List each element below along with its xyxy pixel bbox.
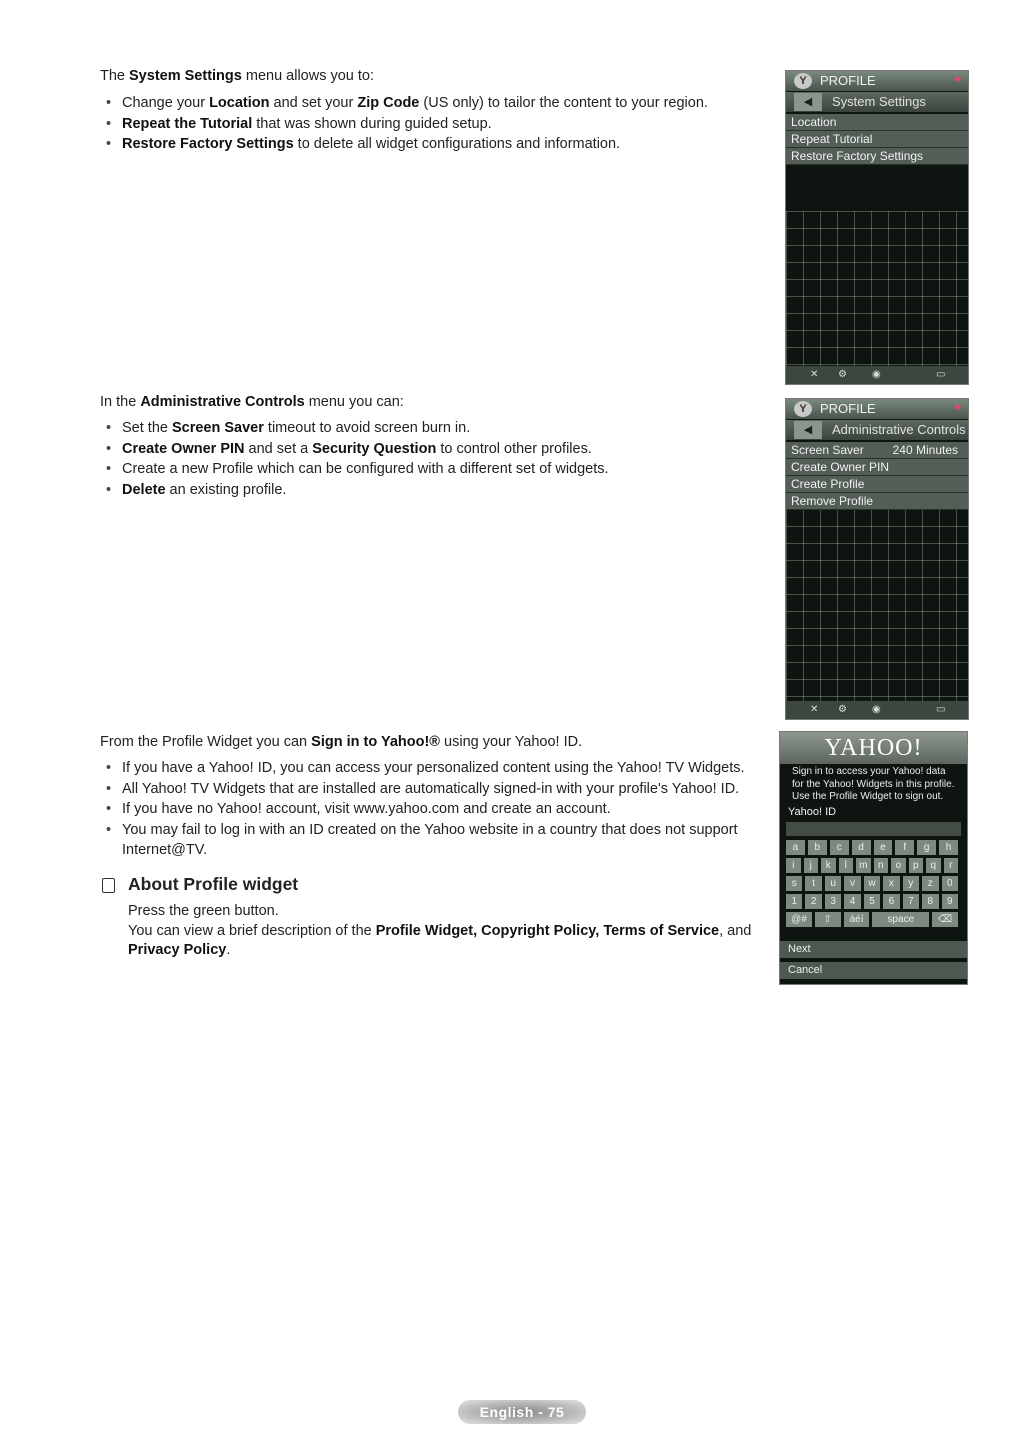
list-item: • Restore Factory Settings to delete all widget configurations and information. [100, 134, 708, 155]
page-number-badge: English - 75 [458, 1400, 586, 1424]
keyboard-row [786, 840, 961, 855]
symbols-key[interactable]: @# [786, 912, 812, 927]
list-item: • Create Owner PIN and set a Security Question to control other profiles. [100, 439, 609, 460]
yahoo-id-label: Yahoo! ID [788, 806, 837, 818]
key[interactable]: r [944, 858, 959, 873]
menu-item-screen-saver[interactable]: Screen Saver 240 Minutes [786, 442, 968, 459]
yahoo-logo-icon: Y [794, 73, 812, 89]
key[interactable]: i [786, 858, 801, 873]
menu-item-remove-profile[interactable]: Remove Profile [786, 493, 968, 510]
key[interactable]: 3 [825, 894, 841, 909]
panel-footer [786, 366, 968, 384]
list-item: • If you have no Yahoo! account, visit www.yahoo.com and create an account. [100, 799, 750, 820]
keyboard-row [786, 858, 961, 873]
panel-footer [786, 701, 968, 719]
key[interactable]: t [805, 876, 821, 891]
key[interactable]: n [874, 858, 889, 873]
key[interactable]: x [883, 876, 899, 891]
key[interactable]: 9 [942, 894, 958, 909]
system-settings-screenshot [785, 70, 969, 385]
key[interactable]: p [909, 858, 924, 873]
key[interactable]: s [786, 876, 802, 891]
keyboard-row [786, 912, 961, 927]
panel-submenu-title: Administrative Controls [786, 420, 968, 440]
about-line-1: Press the green button. [128, 903, 279, 919]
list-item: • You may fail to log in with an ID created on the Yahoo website in a country that does not support Internet@TV. [100, 820, 750, 861]
key[interactable]: 8 [922, 894, 938, 909]
yahoo-id-input[interactable] [786, 822, 961, 836]
yahoo-banner: YAHOO! [780, 732, 967, 764]
key[interactable]: 1 [786, 894, 802, 909]
accents-key[interactable]: áéí [844, 912, 870, 927]
back-arrow-icon[interactable]: ◀ [794, 93, 822, 111]
menu-item-create-owner-pin[interactable]: Create Owner PIN [786, 459, 968, 476]
key[interactable]: 7 [903, 894, 919, 909]
key[interactable]: v [844, 876, 860, 891]
list-item: • All Yahoo! TV Widgets that are installed are automatically signed-in with your profile's Yahoo! ID. [100, 779, 750, 800]
key[interactable]: z [922, 876, 938, 891]
key[interactable]: l [839, 858, 854, 873]
widget-icon: ◉ [872, 369, 881, 380]
key[interactable]: a [786, 840, 805, 855]
key[interactable]: b [808, 840, 827, 855]
screen-saver-value: 240 Minutes [892, 443, 958, 457]
cancel-button[interactable]: Cancel [780, 962, 967, 979]
panel-header: PROFILE [786, 399, 968, 419]
admin-controls-term: Administrative Controls [140, 394, 305, 410]
admin-controls-screenshot [785, 398, 969, 720]
space-key[interactable]: space [872, 912, 929, 927]
list-item: • Set the Screen Saver timeout to avoid screen burn in. [100, 418, 609, 439]
key[interactable]: e [874, 840, 893, 855]
key[interactable]: j [804, 858, 819, 873]
star-icon: ★ [953, 402, 962, 413]
menu-item-create-profile[interactable]: Create Profile [786, 476, 968, 493]
key[interactable]: 5 [864, 894, 880, 909]
grid-background [786, 211, 968, 366]
admin-controls-intro: In the Administrative Controls menu you can: [100, 394, 404, 410]
yahoo-signin-screenshot [779, 731, 968, 985]
panel-submenu-title: System Settings [786, 92, 968, 112]
key[interactable]: d [852, 840, 871, 855]
key[interactable]: y [903, 876, 919, 891]
key[interactable]: 2 [805, 894, 821, 909]
key[interactable]: o [891, 858, 906, 873]
back-arrow-icon[interactable]: ◀ [794, 421, 822, 439]
key[interactable]: 4 [844, 894, 860, 909]
key[interactable]: h [939, 840, 958, 855]
section-heading: About Profile widget [128, 874, 299, 894]
close-icon: ✕ [810, 369, 819, 380]
list-item: • Delete an existing profile. [100, 480, 609, 501]
keyboard-row [786, 876, 961, 891]
key[interactable]: f [895, 840, 914, 855]
yahoo-logo-icon: Y [794, 401, 812, 417]
exit-icon: ▭ [936, 369, 946, 380]
panel-header: PROFILE [786, 71, 968, 91]
about-line-2: You can view a brief description of the Profile Widget, Copyright Policy, Terms of Service, and Privacy Policy. [128, 923, 752, 958]
list-item: • Change your Location and set your Zip Code (US only) to tailor the content to your region. [100, 93, 708, 114]
next-button[interactable]: Next [780, 941, 967, 958]
signin-intro: From the Profile Widget you can Sign in to Yahoo!® using your Yahoo! ID. [100, 734, 583, 750]
menu-item-restore-factory[interactable]: Restore Factory Settings [786, 148, 968, 165]
key[interactable]: q [926, 858, 941, 873]
grid-background [786, 509, 968, 701]
admin-controls-list [100, 418, 609, 500]
key[interactable]: m [856, 858, 871, 873]
menu-item-location[interactable]: Location [786, 114, 968, 131]
key[interactable]: 0 [942, 876, 958, 891]
system-settings-list [100, 93, 708, 155]
star-icon: ★ [953, 74, 962, 85]
signin-message: Sign in to access your Yahoo! data for the Yahoo! Widgets in this profile. Use the Profile Widget to sign out. [792, 766, 955, 802]
backspace-key[interactable]: ⌫ [932, 912, 958, 927]
list-item: • Create a new Profile which can be configured with a different set of widgets. [100, 459, 609, 480]
shift-key[interactable]: ⇧ [815, 912, 841, 927]
signin-term: Sign in to Yahoo!® [311, 734, 440, 750]
key[interactable]: c [830, 840, 849, 855]
key[interactable]: u [825, 876, 841, 891]
close-icon: ✕ [810, 704, 819, 715]
key[interactable]: 6 [883, 894, 899, 909]
onscreen-keyboard [786, 840, 961, 930]
exit-icon: ▭ [936, 704, 946, 715]
settings-icon: ⚙ [838, 369, 847, 380]
key[interactable]: k [821, 858, 836, 873]
widget-icon: ◉ [872, 704, 881, 715]
settings-icon: ⚙ [838, 704, 847, 715]
list-item: • Repeat the Tutorial that was shown during guided setup. [100, 114, 708, 135]
signin-list [100, 758, 750, 861]
key[interactable]: w [864, 876, 880, 891]
keyboard-row [786, 894, 961, 909]
system-settings-intro: The System Settings menu allows you to: [100, 68, 375, 84]
menu-item-repeat-tutorial[interactable]: Repeat Tutorial [786, 131, 968, 148]
key[interactable]: g [917, 840, 936, 855]
list-item: • If you have a Yahoo! ID, you can access your personalized content using the Yahoo! TV Widgets. [100, 758, 750, 779]
system-settings-term: System Settings [129, 68, 242, 84]
